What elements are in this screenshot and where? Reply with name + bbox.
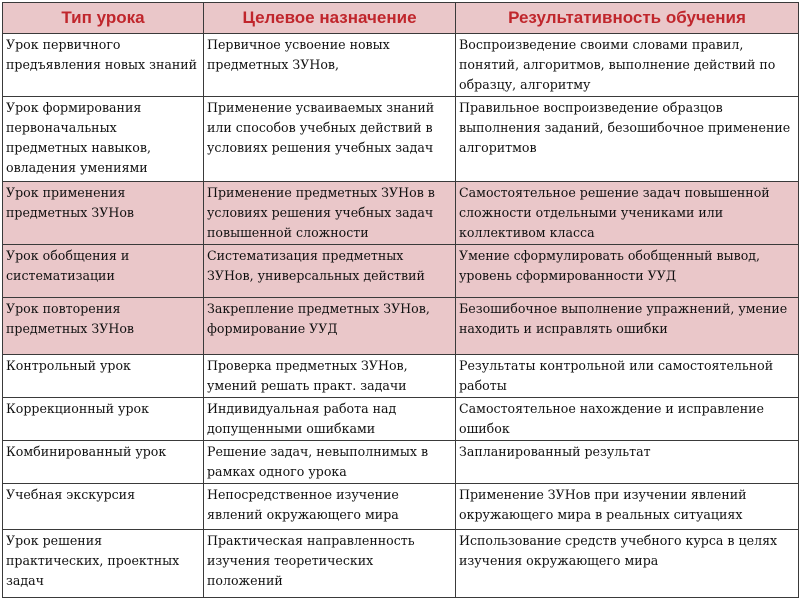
purpose-cell: Применение усваиваемых знаний или способов учебных действий в условиях решения учебных задач [204,97,456,182]
purpose-cell: Проверка предметных ЗУНов, умений решать практ. задачи [204,355,456,398]
result-cell: Результаты контрольной или самостоятельной работы [456,355,799,398]
lesson-types-table [2,2,799,598]
result-cell: Самостоятельное нахождение и исправление ошибок [456,398,799,441]
result-cell: Безошибочное выполнение упражнений, умение находить и исправлять ошибки [456,298,799,355]
lesson-type-cell: Урок решения практических, проектных задач [3,530,204,598]
lesson-type-cell: Учебная экскурсия [3,484,204,530]
purpose-cell: Практическая направленность изучения теоретических положений [204,530,456,598]
lesson-type-cell: Коррекционный урок [3,398,204,441]
result-cell: Применение ЗУНов при изучении явлений окружающего мира в реальных ситуациях [456,484,799,530]
header-result: Результативность обучения [456,3,799,34]
lesson-type-cell: Урок первичного предъявления новых знаний [3,34,204,97]
lesson-type-cell: Урок применения предметных ЗУНов [3,182,204,245]
table-row [3,441,799,484]
table-row [3,484,799,530]
table-row [3,245,799,298]
result-cell: Умение сформулировать обобщенный вывод, уровень сформированности УУД [456,245,799,298]
table-row [3,530,799,598]
lesson-type-cell: Урок обобщения и систематизации [3,245,204,298]
purpose-cell: Систематизация предметных ЗУНов, универсальных действий [204,245,456,298]
table-row [3,182,799,245]
purpose-cell: Непосредственное изучение явлений окружающего мира [204,484,456,530]
result-cell: Самостоятельное решение задач повышенной сложности отдельными учениками или коллективом класса [456,182,799,245]
purpose-cell: Индивидуальная работа над допущенными ошибками [204,398,456,441]
result-cell: Использование средств учебного курса в целях изучения окружающего мира [456,530,799,598]
lesson-type-cell: Урок повторения предметных ЗУНов [3,298,204,355]
result-cell: Правильное воспроизведение образцов выполнения заданий, безошибочное применение алгоритмов [456,97,799,182]
purpose-cell: Закрепление предметных ЗУНов, формирование УУД [204,298,456,355]
header-row [3,3,799,34]
result-cell: Запланированный результат [456,441,799,484]
purpose-cell: Применение предметных ЗУНов в условиях решения учебных задач повышенной сложности [204,182,456,245]
table-row [3,97,799,182]
lesson-type-cell: Урок формирования первоначальных предметных навыков, овладения умениями [3,97,204,182]
purpose-cell: Первичное усвоение новых предметных ЗУНов, [204,34,456,97]
lesson-type-cell: Контрольный урок [3,355,204,398]
table-row [3,34,799,97]
header-purpose: Целевое назначение [204,3,456,34]
header-lesson-type: Тип урока [3,3,204,34]
table-row [3,398,799,441]
purpose-cell: Решение задач, невыполнимых в рамках одного урока [204,441,456,484]
table-row [3,355,799,398]
table-row [3,298,799,355]
lesson-type-cell: Комбинированный урок [3,441,204,484]
result-cell: Воспроизведение своими словами правил, понятий, алгоритмов, выполнение действий по образцу, алгоритму [456,34,799,97]
